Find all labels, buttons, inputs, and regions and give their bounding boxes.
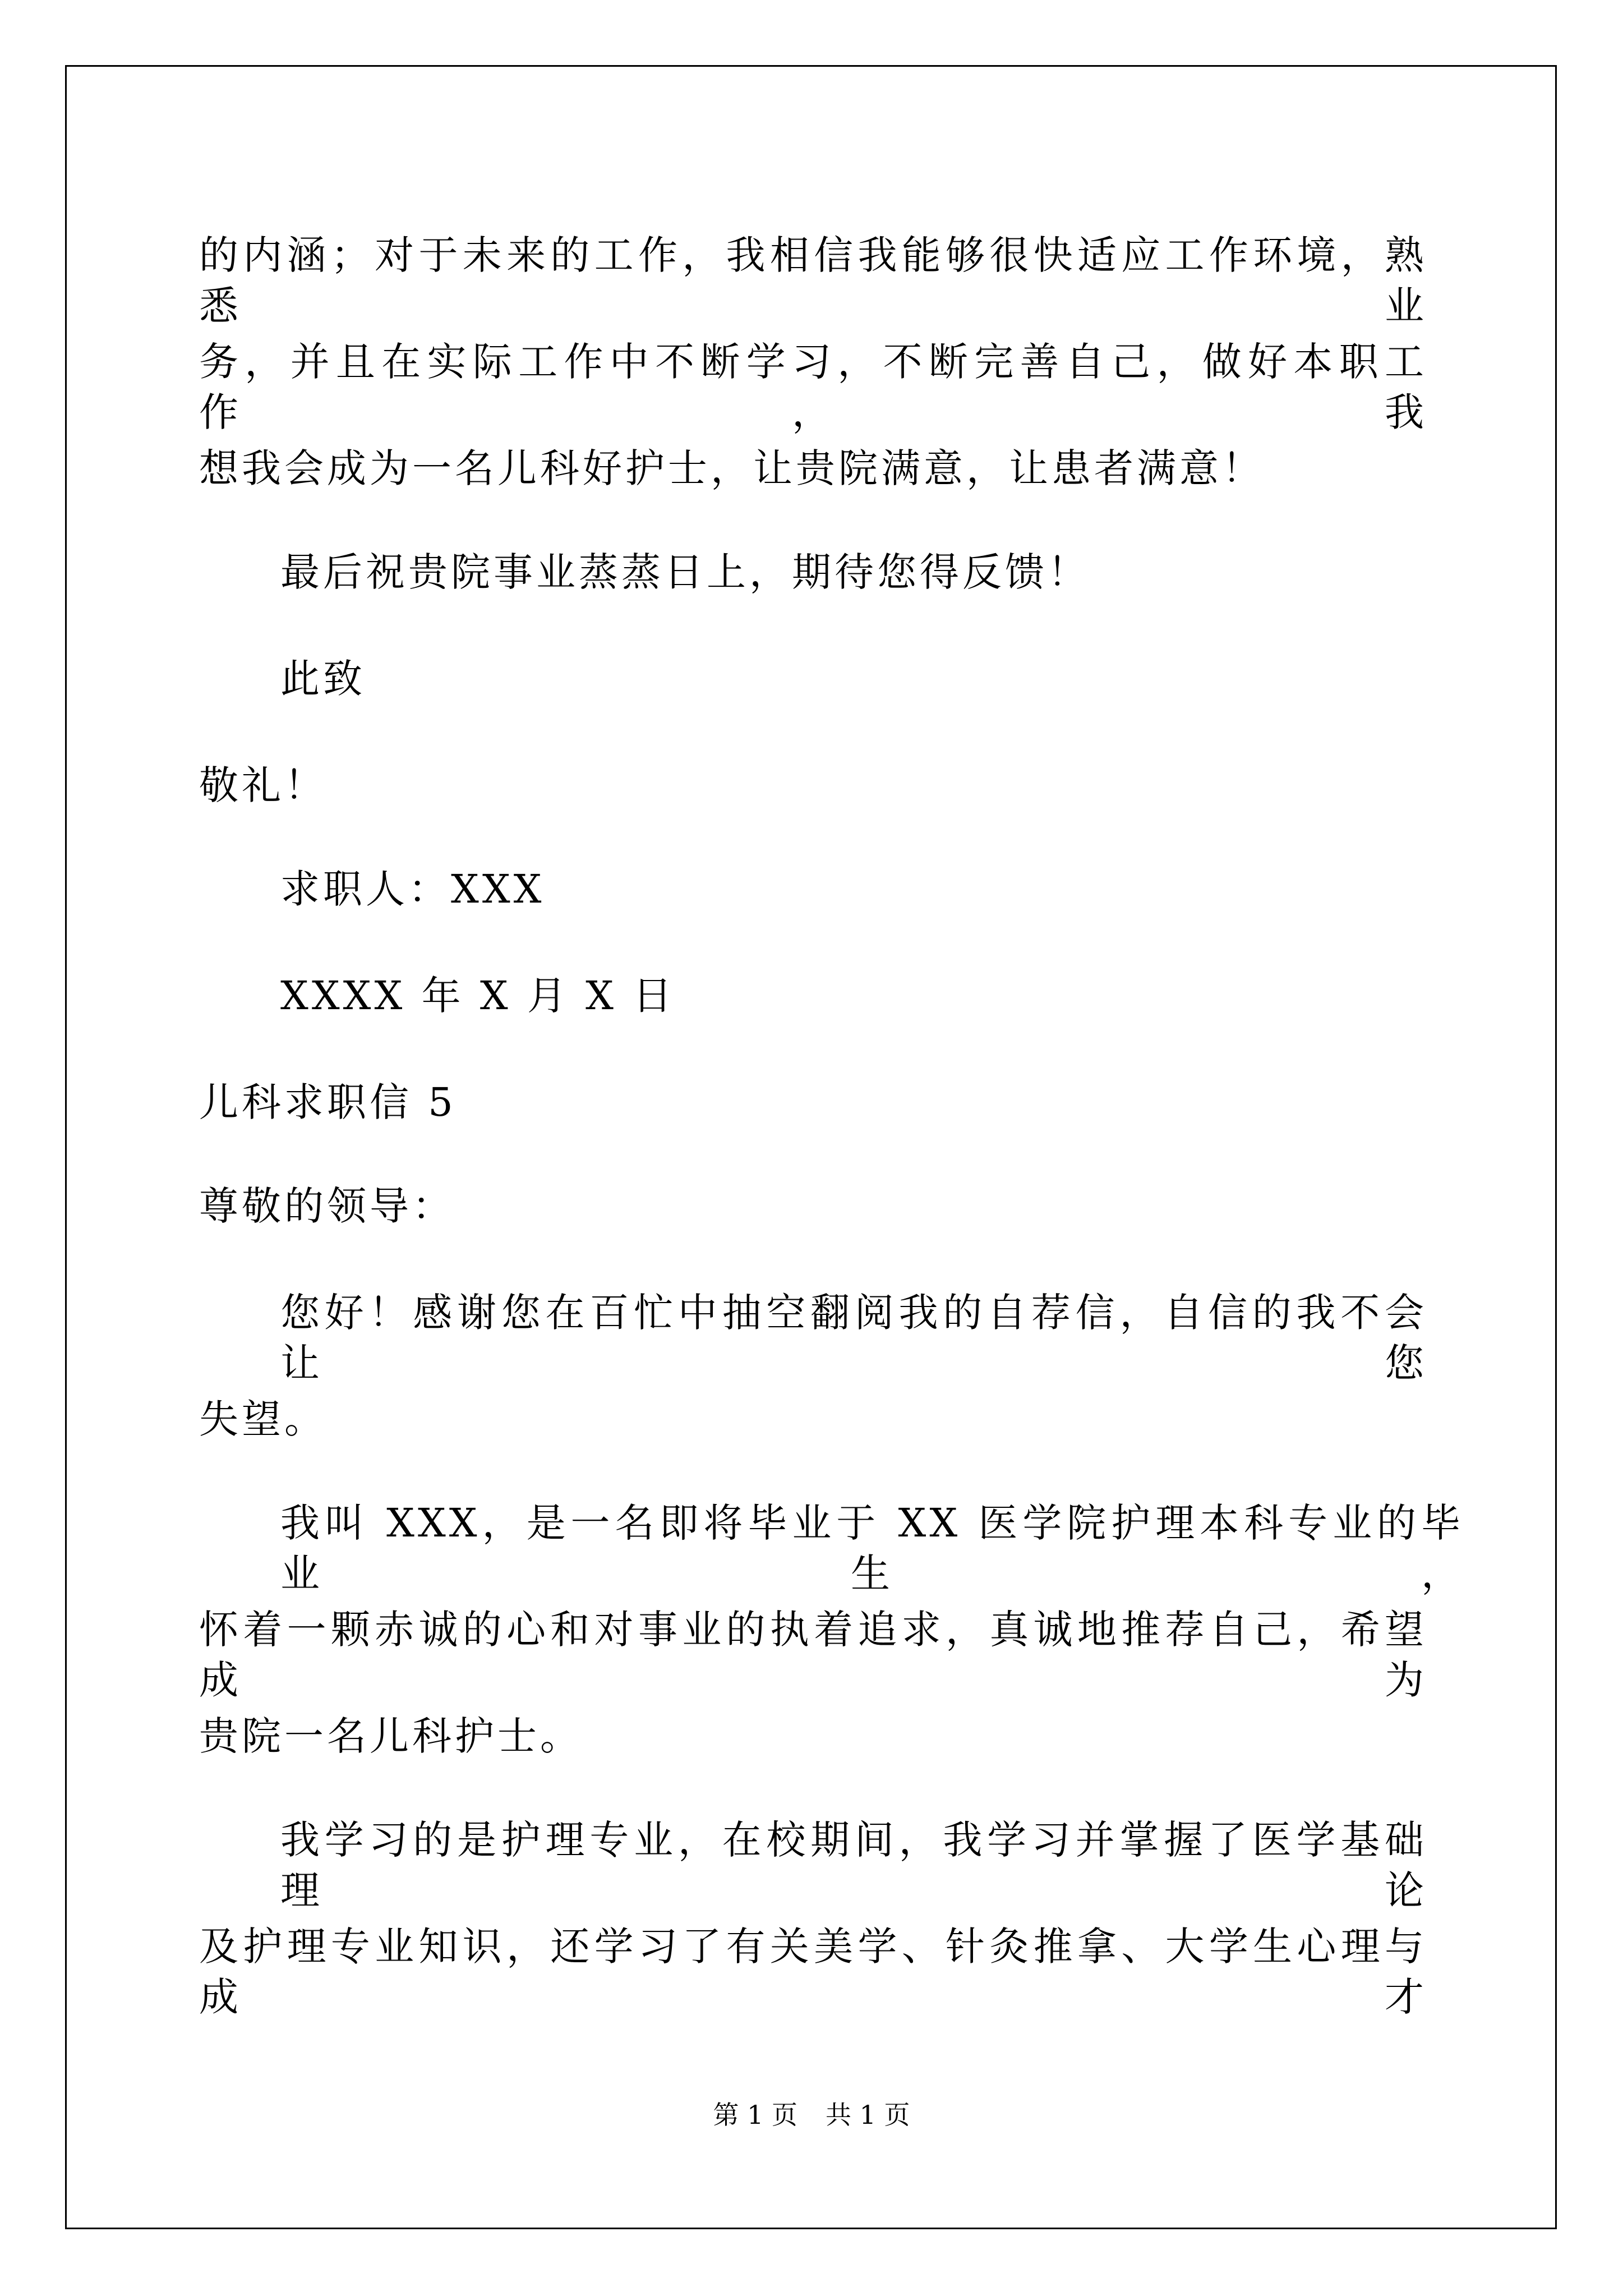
greeting: 尊敬的领导：: [199, 1183, 455, 1229]
paragraph-line: 怀着一颗赤诚的心和对事业的执着追求，真诚地推荐自己，希望成为: [199, 1607, 1427, 1703]
page-footer: [0, 2098, 1623, 2132]
paragraph-line: 失望。: [199, 1396, 327, 1442]
paragraph-line: 贵院一名儿科护士。: [199, 1713, 583, 1759]
paragraph-line: 想我会成为一名儿科好护士，让贵院满意，让患者满意！: [199, 445, 1265, 491]
paragraph-line: 我学习的是护理专业，在校期间，我学习并掌握了医学基础理论: [280, 1817, 1427, 1913]
paragraph-line: 我叫 XXX，是一名即将毕业于 XX 医学院护理本科专业的毕业生，: [280, 1500, 1464, 1596]
salutation-respect: 敬礼！: [199, 762, 327, 808]
page-number: 第 1 页: [713, 2100, 797, 2130]
paragraph-line: 您好！感谢您在百忙中抽空翻阅我的自荐信，自信的我不会让您: [280, 1290, 1427, 1386]
section-title: 儿科求职信 5: [199, 1079, 457, 1125]
salutation-closing: 此致: [280, 656, 366, 702]
page-total: 共 1 页: [826, 2100, 910, 2130]
letter-date: XXXX 年 X 月 X 日: [280, 973, 676, 1019]
paragraph-line: 务，并且在实际工作中不断学习，不断完善自己，做好本职工作，我: [199, 339, 1427, 435]
paragraph-line: 及护理专业知识，还学习了有关美学、针灸推拿、大学生心理与成才: [199, 1924, 1427, 2020]
paragraph-line: 的内涵；对于未来的工作，我相信我能够很快适应工作环境，熟悉业: [199, 232, 1427, 329]
applicant-signature: 求职人：XXX: [280, 866, 545, 912]
paragraph-line: 最后祝贵院事业蒸蒸日上，期待您得反馈！: [280, 549, 1090, 595]
